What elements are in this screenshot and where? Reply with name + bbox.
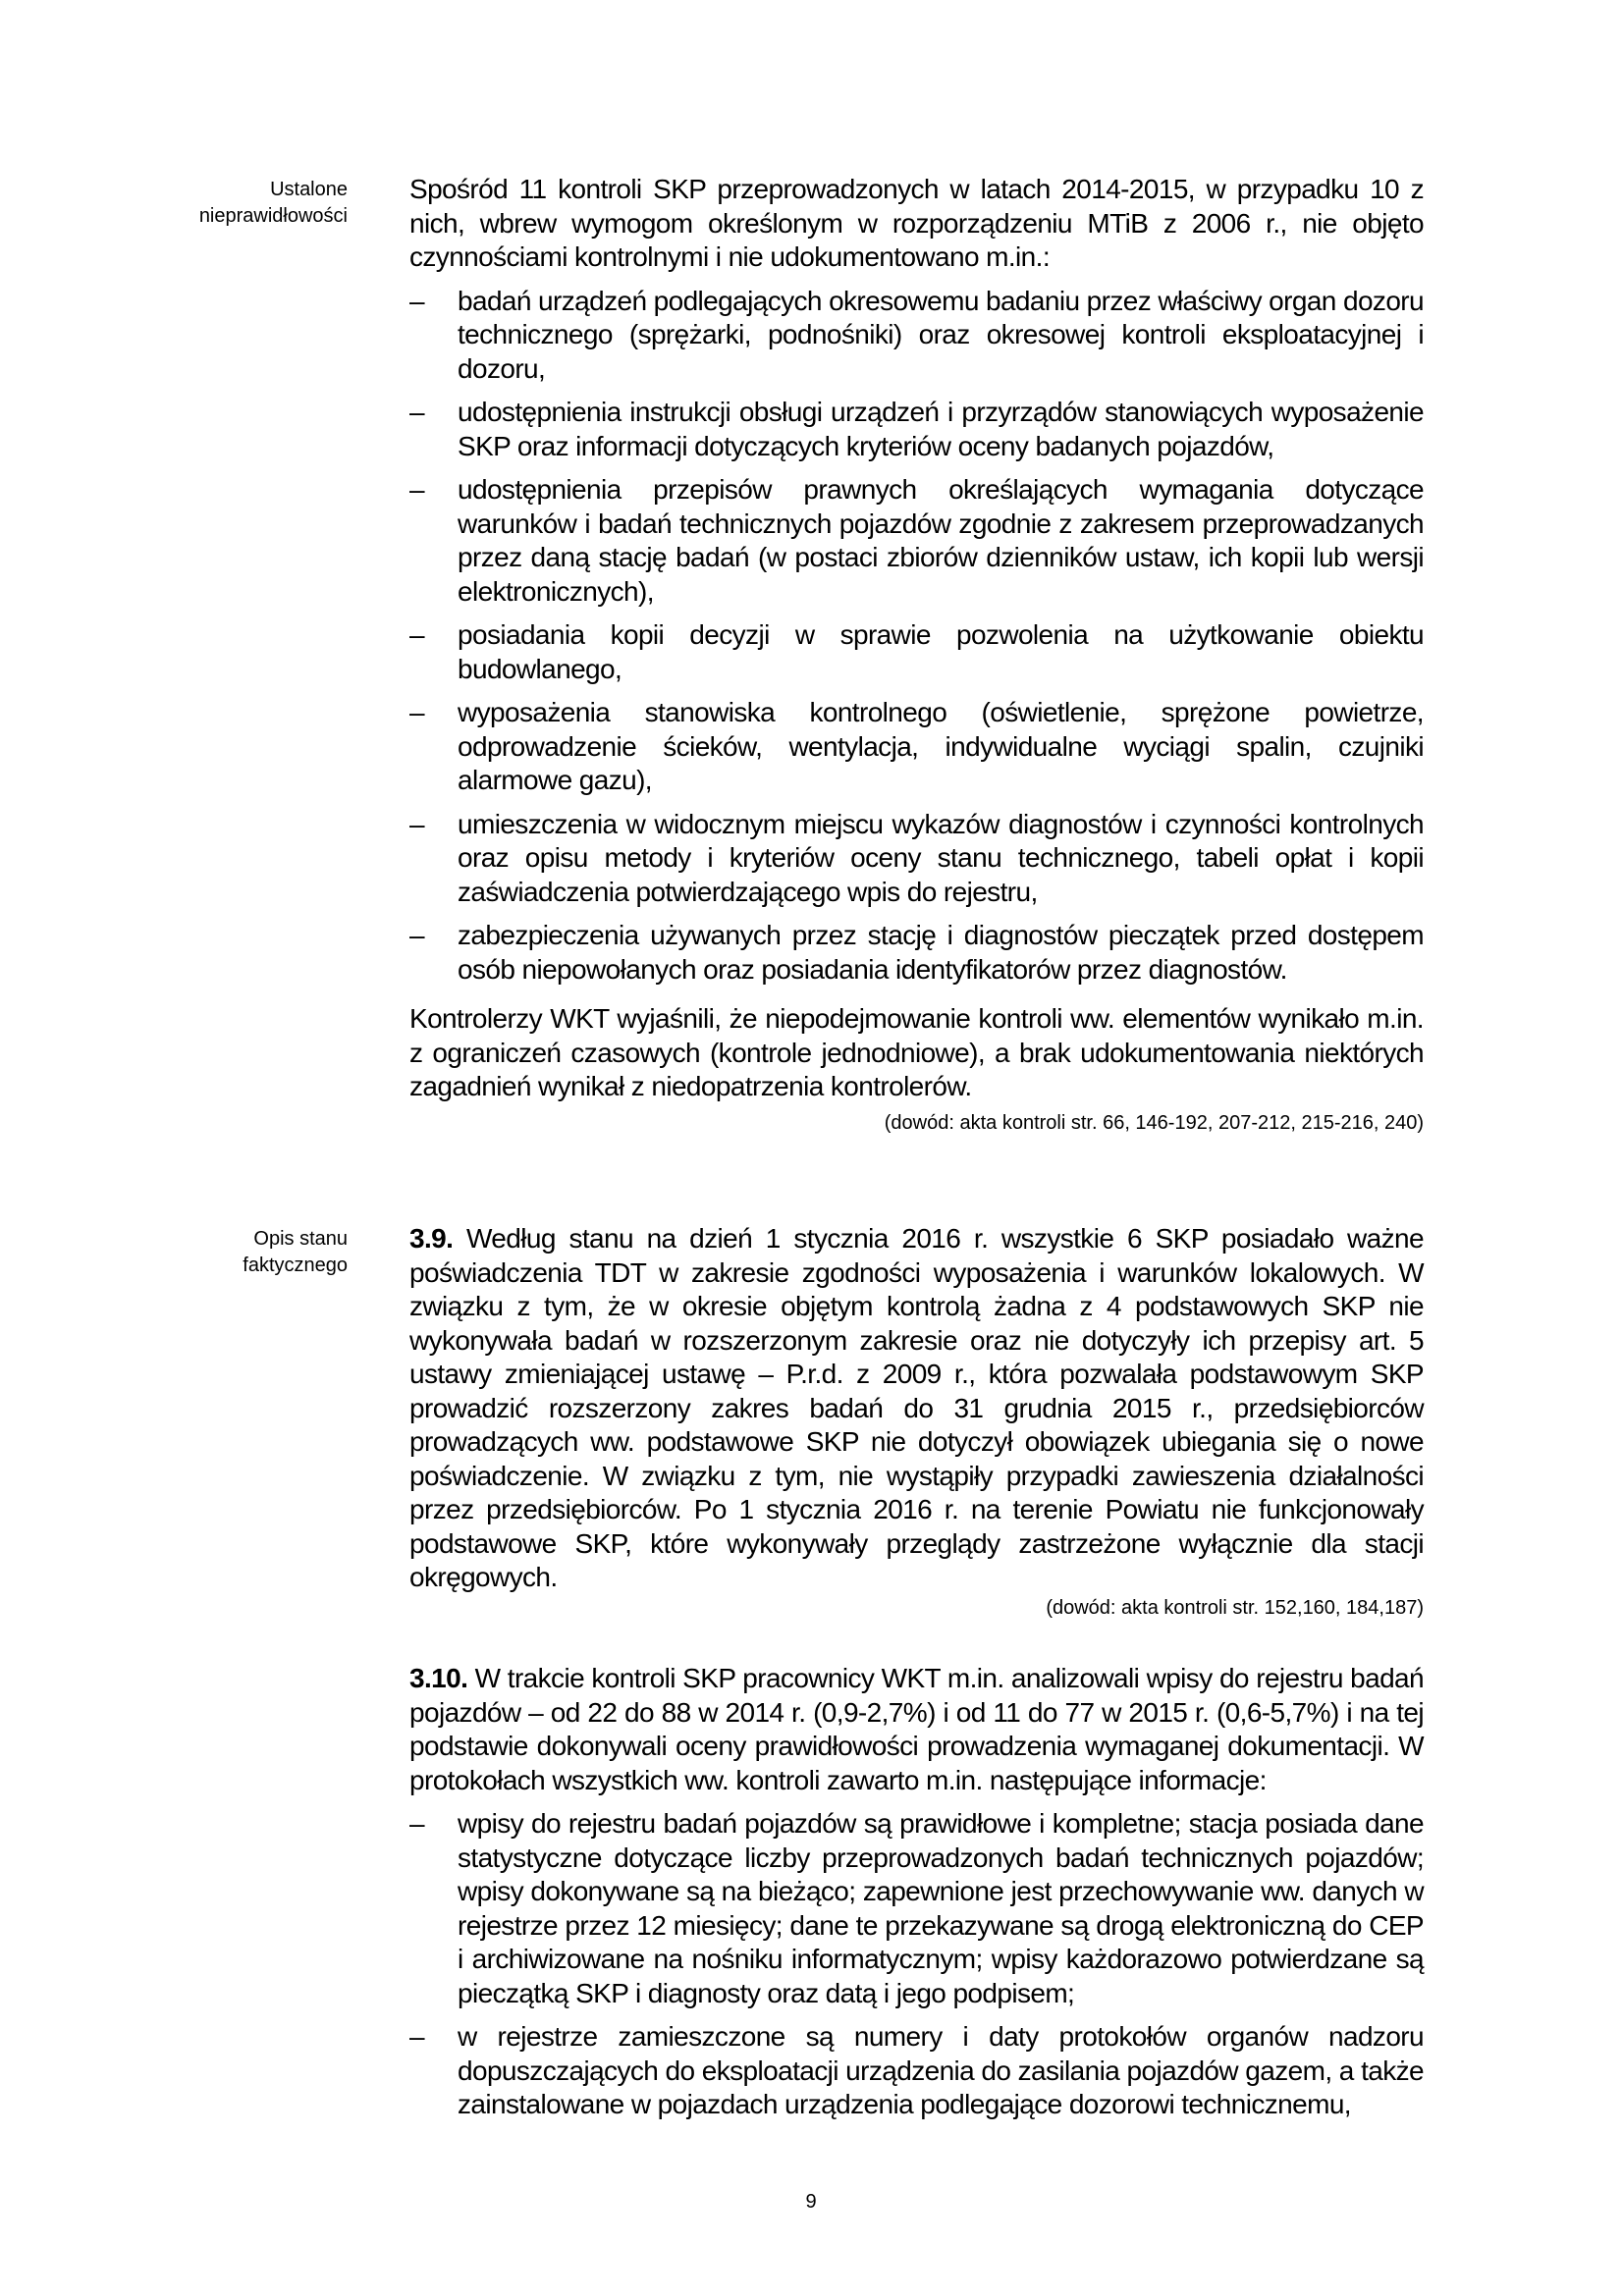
- dash-bullet: –: [409, 397, 424, 427]
- dash-bullet: –: [409, 920, 424, 950]
- findings-explanation: Kontrolerzy WKT wyjaśnili, że niepodejmowanie kontroli ww. elementów wynikało m.in. z ograniczeń czasowych (kontrole jednodniowe), a brak udokumentowania niektórych zagadnień wynikał z niedopatrzenia kontrolerów.: [409, 1003, 1424, 1101]
- section-body: Według stanu na dzień 1 stycznia 2016 r. wszystkie 6 SKP posiadało ważne poświadczenia TDT w zakresie zgodności wyposażenia i warunków lokalowych. W związku z tym, że w okresie objętym kontrolą żadna z 4 podstawowych SKP nie wykonywała badań w rozszerzonym zakresie oraz nie dotyczyły ich przepisy art. 5 ustawy zmieniającej ustawę – P.r.d. z 2009 r., która pozwalała podstawowym SKP prowadzić rozszerzony zakres badań do 31 grudnia 2015 r., przedsiębiorców prowadzących ww. podstawowe SKP nie dotyczył obowiązek ubiegania się o nowe poświadczenie. W związku z tym, nie wystąpiły przypadki zawieszenia działalności przez przedsiębiorców. Po 1 stycznia 2016 r. na terenie Powiatu nie funkcjonowały podstawowe SKP, które wykonywały przeglądy zastrzeżone wyłącznie dla stacji okręgowych.: [409, 1223, 1424, 1592]
- list-item: [409, 2020, 1424, 2122]
- list-item-text: w rejestrze zamieszczone są numery i daty protokołów organów nadzoru dopuszczających do eksploatacji urządzenia do zasilania pojazdów gazem, a także zainstalowane w pojazdach urządzenia podlegające dozorowi technicznemu,: [458, 2021, 1424, 2119]
- side-label-findings: [112, 177, 348, 230]
- section-3-10-list: [409, 1807, 1424, 2122]
- side-label-facts: [112, 1226, 348, 1279]
- list-item: [409, 618, 1424, 686]
- section-3-9-text: [409, 1222, 1424, 1595]
- section-3-10: [409, 1662, 1424, 2122]
- list-item-text: badań urządzeń podlegających okresowemu badaniu przez właściwy organ dozoru technicznego (sprężarki, podnośniki) oraz okresowej kontroli eksploatacyjnej i dozoru,: [458, 285, 1424, 384]
- page-number: 9: [805, 2191, 817, 2213]
- section-number: 3.9.: [409, 1223, 454, 1254]
- dash-bullet: –: [409, 1808, 424, 1839]
- list-item-text: zabezpieczenia używanych przez stację i diagnostów pieczątek przed dostępem osób niepowołanych oraz posiadania identyfikatorów przez diagnostów.: [458, 920, 1424, 985]
- findings-intro: Spośród 11 kontroli SKP przeprowadzonych w latach 2014-2015, w przypadku 10 z nich, wbrew wymogom określonym w rozporządzeniu MTiB z 2006 r., nie objęto czynnościami kontrolnymi i nie udokumentowano m.in.:: [409, 174, 1424, 272]
- list-item: [409, 1807, 1424, 2010]
- list-item: [409, 473, 1424, 609]
- evidence-reference: (dowód: akta kontroli str. 66, 146-192, 207-212, 215-216, 240): [884, 1111, 1424, 1134]
- dash-bullet: –: [409, 474, 424, 505]
- list-item: [409, 285, 1424, 387]
- side-label-line: faktycznego: [243, 1255, 348, 1276]
- list-item-text: wyposażenia stanowiska kontrolnego (oświetlenie, sprężone powietrze, odprowadzenie ścieków, wentylacja, indywidualne wyciągi spalin, czujniki alarmowe gazu),: [458, 697, 1424, 795]
- list-item-text: udostępnienia instrukcji obsługi urządzeń i przyrządów stanowiących wyposażenie SKP oraz informacji dotyczących kryteriów oceny badanych pojazdów,: [458, 397, 1424, 461]
- dash-bullet: –: [409, 619, 424, 650]
- dash-bullet: –: [409, 697, 424, 727]
- section-body: W trakcie kontroli SKP pracownicy WKT m.in. analizowali wpisy do rejestru badań pojazdów – od 22 do 88 w 2014 r. (0,9-2,7%) i od 11 do 77 w 2015 r. (0,6-5,7%) i na tej podstawie dokonywali oceny prawidłowości prowadzenia wymaganej dokumentacji. W protokołach wszystkich ww. kontroli zawarto m.in. następujące informacje:: [409, 1663, 1424, 1795]
- side-label-line: nieprawidłowości: [198, 205, 348, 227]
- list-item-text: udostępnienia przepisów prawnych określających wymagania dotyczące warunków i badań technicznych pojazdów zgodnie z zakresem przeprowadzanych przez daną stację badań (w postaci zbiorów dzienników ustaw, ich kopii lub wersji elektronicznych),: [458, 474, 1424, 607]
- side-label-line: Opis stanu: [253, 1228, 348, 1250]
- list-item-text: wpisy do rejestru badań pojazdów są prawidłowe i kompletne; stacja posiada dane statystyczne dotyczące liczby przeprowadzonych badań technicznych pojazdów; wpisy dokonywane są na bieżąco; zapewnione jest przechowywanie ww. danych w rejestrze przez 12 miesięcy; dane te przekazywane są drogą elektroniczną do CEP i archiwizowane na nośniku informatycznym; wpisy każdorazowo potwierdzane są pieczątką SKP i diagnosty oraz datą i jego podpisem;: [458, 1808, 1424, 2008]
- dash-bullet: –: [409, 2021, 424, 2052]
- evidence-reference: (dowód: akta kontroli str. 152,160, 184,187): [1046, 1596, 1424, 1619]
- list-item: [409, 396, 1424, 463]
- section-3-9: [409, 1222, 1424, 1621]
- list-item: [409, 919, 1424, 987]
- section-findings: [409, 173, 1424, 1136]
- section-number: 3.10.: [409, 1663, 468, 1693]
- dash-bullet: –: [409, 808, 424, 839]
- section-3-10-text: [409, 1662, 1424, 1797]
- dash-bullet: –: [409, 285, 424, 316]
- list-item: [409, 696, 1424, 798]
- list-item-text: posiadania kopii decyzji w sprawie pozwolenia na użytkowanie obiektu budowlanego,: [458, 619, 1424, 684]
- side-label-line: Ustalone: [270, 179, 348, 200]
- list-item-text: umieszczenia w widocznym miejscu wykazów diagnostów i czynności kontrolnych oraz opisu metody i kryteriów oceny stanu technicznego, tabeli opłat i kopii zaświadczenia potwierdzającego wpis do rejestru,: [458, 808, 1424, 907]
- findings-list: [409, 285, 1424, 988]
- list-item: [409, 808, 1424, 910]
